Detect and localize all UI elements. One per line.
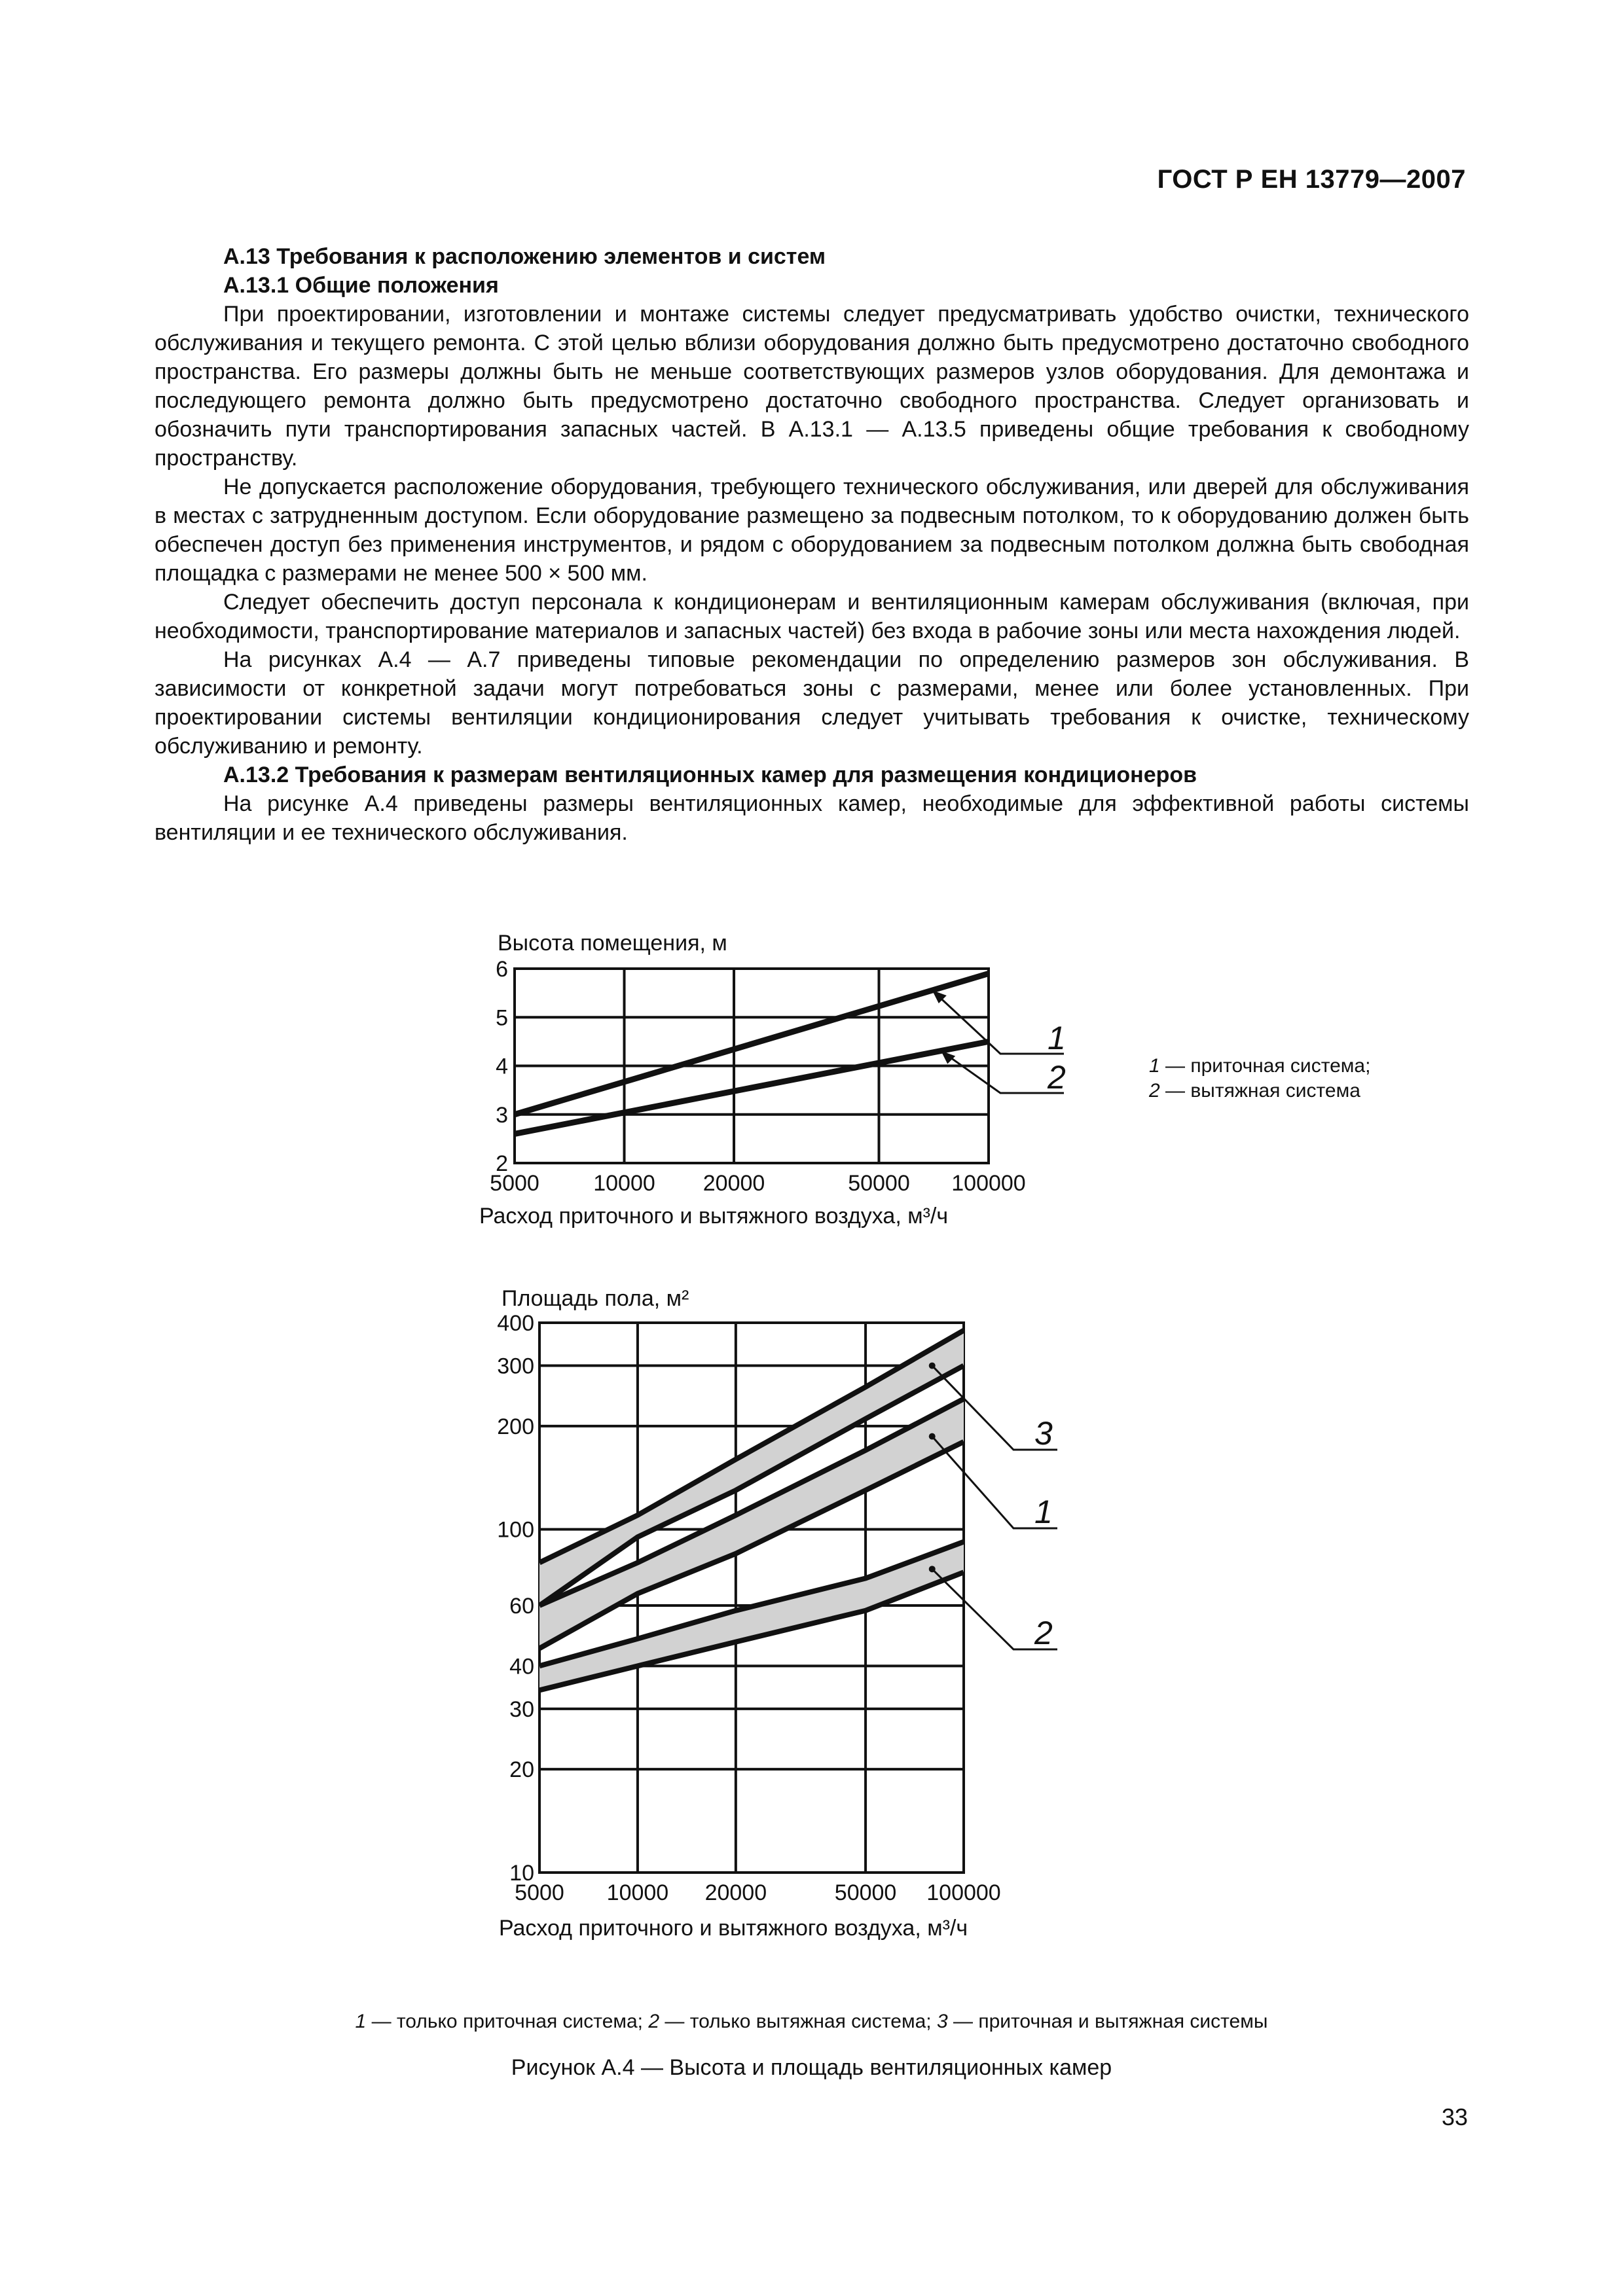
chart2-band-2 (539, 1542, 964, 1691)
chart2-y-axis-label: Площадь пола, м² (501, 1286, 689, 1311)
chart2-x-tick: 5000 (515, 1880, 564, 1905)
paragraph-4: На рисунках А.4 — А.7 приведены типовые рекомендации по определению размеров зон обслуживания. В зависимости от конкретной задачи могут потребоваться зоны с размерами, менее или более установленных. При проектировании системы вентиляции кондиционирования следует учитывать требования к очистке, техническому обслуживанию и ремонту. (155, 647, 1469, 759)
subsection-1-heading: А.13.1 Общие положения (223, 273, 499, 298)
chart1-y-tick: 5 (496, 1005, 508, 1031)
paragraph-2: Не допускается расположение оборудования, требующего технического обслуживания, или дверей для обслуживания в местах с затрудненным доступом. Если оборудование размещено за подвесным потолком, то к оборудованию должен быть обеспечен доступ без применения инструментов, и рядом с оборудованием за подвесным потолком должна быть свободная площадка с размерами не менее 500 × 500 мм. (155, 475, 1469, 586)
paragraph-5: На рисунке А.4 приведены размеры вентиляционных камер, необходимые для эффективной работы системы вентиляции и ее технического обслуживания. (155, 791, 1469, 845)
chart2-callout-1-dot (929, 1433, 936, 1440)
chart2-callout-1-label: 1 (1034, 1494, 1053, 1530)
chart1-callout-line-2 (941, 1051, 1064, 1093)
chart1-x-tick: 20000 (702, 1171, 765, 1196)
chart2-y-tick: 20 (509, 1757, 534, 1783)
chart2-band-lower-line-2 (539, 1572, 964, 1690)
chart2-callout-3-label: 3 (1034, 1415, 1053, 1452)
document-body (155, 242, 1469, 847)
paragraph-3: Следует обеспечить доступ персонала к кондиционерам и вентиляционным камерам обслуживания (включая, при необходимости, транспортирование материалов и запасных частей) без входа в рабочие зоны или места нахождения людей. (155, 590, 1469, 643)
chart1-x-tick: 5000 (490, 1171, 539, 1196)
document-id: ГОСТ Р ЕН 13779—2007 (1157, 165, 1466, 194)
chart1-y-tick: 3 (496, 1102, 508, 1128)
chart2-x-tick: 10000 (606, 1880, 669, 1905)
chart2-band-3 (539, 1331, 964, 1605)
chart1-frame (515, 969, 989, 1163)
chart2-callout-1-line (932, 1437, 1057, 1528)
chart1-y-tick: 4 (496, 1054, 508, 1079)
chart1-x-axis-label: Расход приточного и вытяжного воздуха, м³/ч (479, 1204, 949, 1229)
chart2-callout-3-dot (929, 1363, 936, 1369)
chart2-frame (539, 1323, 964, 1873)
chart2-band-upper-line-3 (539, 1331, 964, 1563)
chart2-y-tick: 400 (497, 1311, 534, 1336)
chart1-x-tick: 50000 (848, 1171, 910, 1196)
chart2-x-tick: 20000 (704, 1880, 767, 1905)
chart1-x-tick: 10000 (593, 1171, 655, 1196)
chart2-y-tick: 30 (509, 1696, 534, 1722)
chart1-series-line-2 (515, 1041, 989, 1134)
chart2-y-tick: 200 (497, 1414, 534, 1439)
chart2-band-upper-line-1 (539, 1399, 964, 1605)
chart2-band-lower-line-3 (539, 1366, 964, 1605)
chart2-x-tick: 50000 (834, 1880, 897, 1905)
figure-caption: Рисунок А.4 — Высота и площадь вентиляционных камер (511, 2055, 1112, 2080)
subsection-2-heading: А.13.2 Требования к размерам вентиляционных камер для размещения кондиционеров (223, 762, 1197, 787)
chart1-legend (1149, 1054, 1370, 1103)
chart1-series-line-1 (515, 973, 989, 1114)
chart2-y-tick: 60 (509, 1593, 534, 1619)
chart1-y-tick: 6 (496, 957, 508, 982)
chart2-y-tick: 40 (509, 1654, 534, 1679)
chart2-callout-2-line (932, 1569, 1057, 1649)
page-number: 33 (1441, 2104, 1468, 2130)
chart2-callout-3-line (932, 1366, 1057, 1450)
chart1-y-axis-label: Высота помещения, м (498, 931, 727, 956)
chart1-y-tick: 2 (496, 1151, 508, 1176)
chart2-x-axis-label: Расход приточного и вытяжного воздуха, м³/ч (498, 1916, 968, 1941)
section-heading: А.13 Требования к расположению элементов и систем (223, 244, 826, 269)
chart2-y-tick: 10 (509, 1861, 534, 1886)
chart2-y-tick: 300 (497, 1354, 534, 1379)
chart2-y-tick: 100 (497, 1517, 534, 1543)
chart2-x-tick: 100000 (926, 1880, 1001, 1905)
chart2-band-1 (539, 1399, 964, 1648)
chart2-band-lower-line-1 (539, 1442, 964, 1649)
chart1-callout-line-1 (932, 990, 1064, 1054)
chart1-callout-arrow-2 (941, 1051, 955, 1064)
paragraph-1: При проектировании, изготовлении и монтаже системы следует предусматривать удобство очистки, технического обслуживания и текущего ремонта. С этой целью вблизи оборудования должно быть предусмотрено достаточно свободного пространства. Его размеры должны быть не меньше соответствующих размеров узлов оборудования. Для демонтажа и последующего ремонта должно быть предусмотрено достаточно свободного пространства. Следует организовать и обозначить пути транспортирования запасных частей. В А.13.1 — А.13.5 приведены общие требования к свободному пространству. (155, 302, 1469, 471)
chart1-callout-arrow-1 (932, 990, 947, 1003)
chart2-band-upper-line-2 (539, 1542, 964, 1666)
chart2-legend: 1 — только приточная система; 2 — только вытяжная система; 3 — приточная и вытяжная системы (355, 2011, 1268, 2032)
chart1-callout-label-2: 2 (1048, 1059, 1066, 1096)
chart1-x-tick: 100000 (951, 1171, 1026, 1196)
chart2-callout-2-label: 2 (1034, 1615, 1053, 1651)
chart2-callout-2-dot (929, 1566, 936, 1572)
chart1-legend-item-1: 1 — приточная система; (1149, 1055, 1371, 1077)
chart1-callout-label-1: 1 (1048, 1020, 1066, 1056)
chart1-legend-item-2: 2 — вытяжная система (1149, 1080, 1360, 1102)
